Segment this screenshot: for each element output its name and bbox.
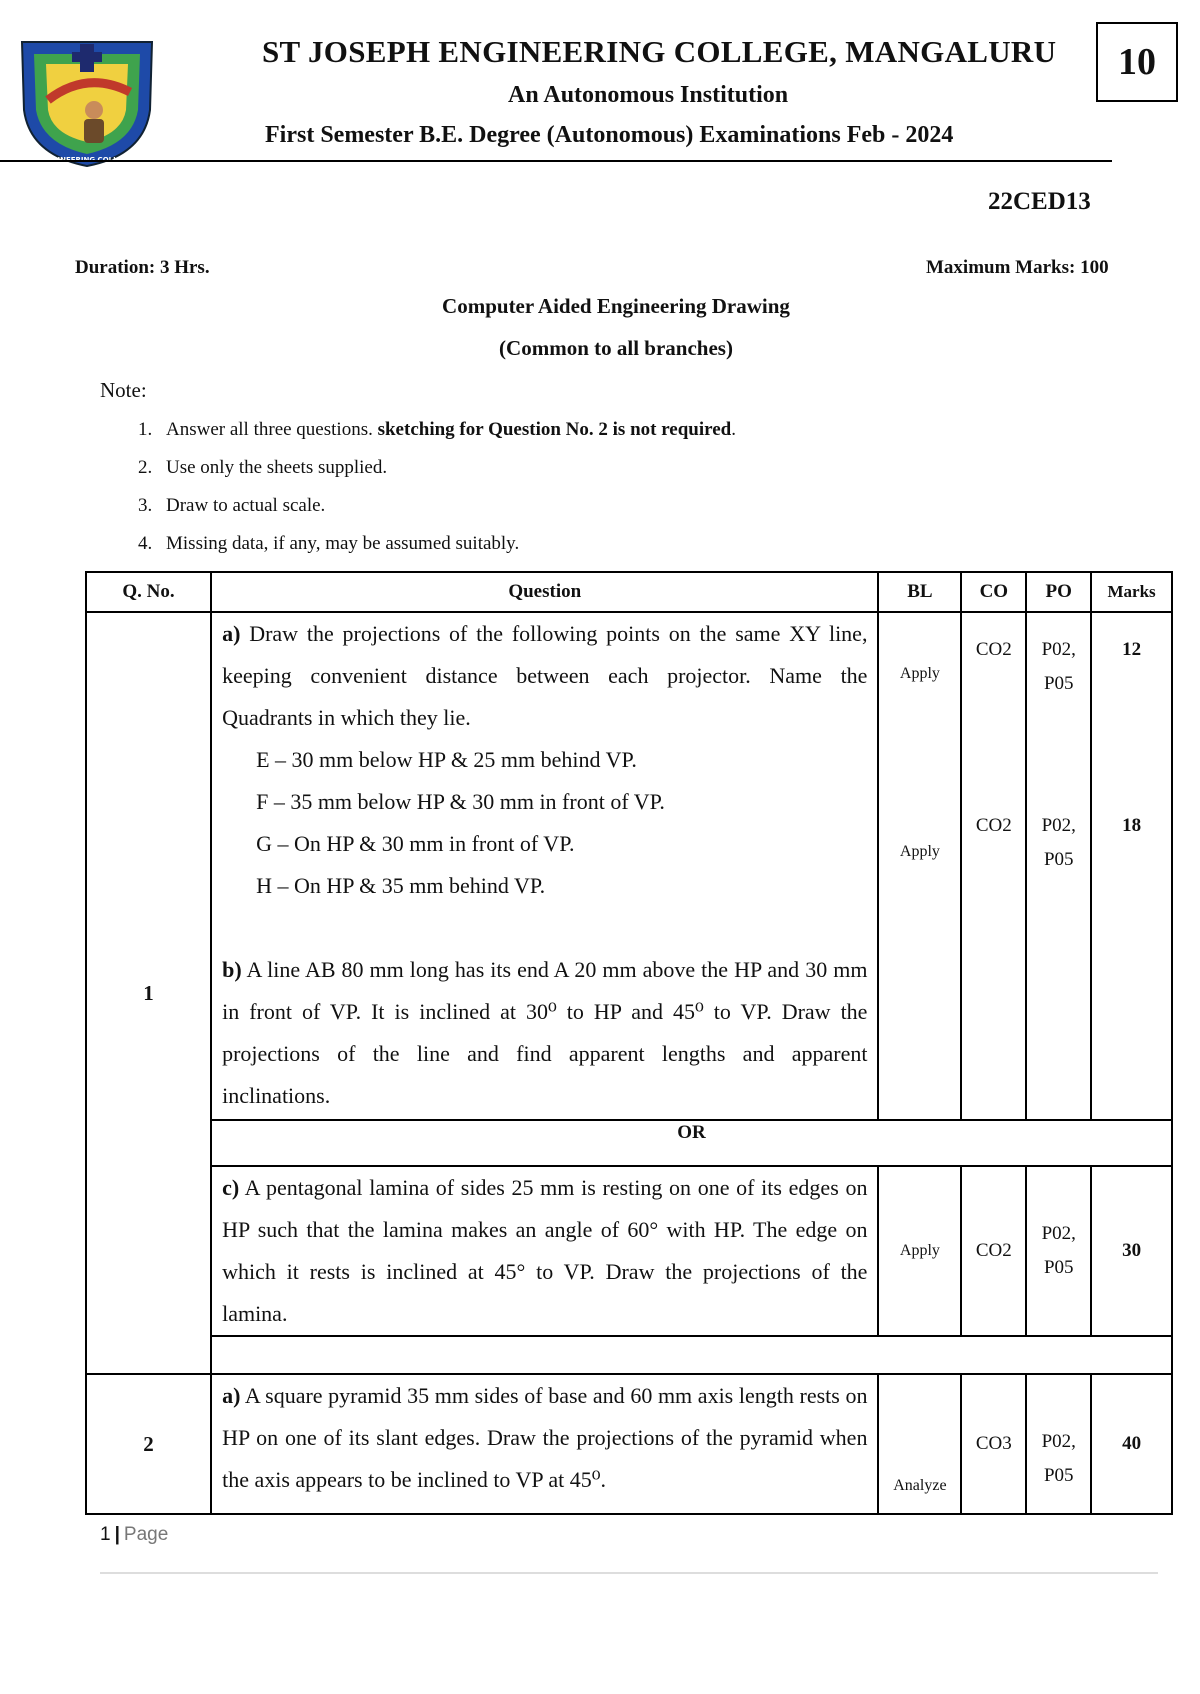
question-2a-text: a) A square pyramid 35 mm sides of base and 60 mm axis length rests on HP on one of its slant edges. Draw the projections of the pyramid when the axis appears to be inclined to VP at 45⁰.: [211, 1374, 878, 1514]
subject-scope: (Common to all branches): [499, 336, 733, 360]
co-cell: [961, 612, 1026, 1120]
exam-title: First Semester B.E. Degree (Autonomous) Examinations Feb - 2024: [265, 122, 954, 148]
institution-status: An Autonomous Institution: [508, 82, 789, 108]
page-number: 1: [100, 1524, 111, 1545]
bloom-level: Apply: [899, 665, 940, 682]
program-outcome: P02,: [1041, 815, 1076, 836]
set-number-box: 10: [1096, 22, 1178, 102]
table-row: [86, 1374, 1172, 1514]
instruction-item: 3. Draw to actual scale.: [138, 495, 326, 516]
or-row: [86, 1120, 1172, 1166]
bl-cell: [878, 612, 961, 1120]
footer-separator: |: [114, 1524, 120, 1545]
point-item: E – 30 mm below HP & 25 mm behind VP.: [256, 747, 637, 772]
program-outcome: P05: [1043, 673, 1074, 694]
college-seal-icon: [12, 30, 162, 170]
course-outcome: CO2: [975, 815, 1012, 836]
instructions-list: [138, 418, 736, 570]
spacer-row: [86, 1336, 1172, 1374]
page-footer: [100, 1524, 168, 1546]
bloom-level: Apply: [899, 843, 940, 860]
program-outcome: P02, P05: [1026, 1166, 1091, 1336]
table-row: [86, 612, 1172, 1120]
program-outcome: P02,: [1041, 639, 1076, 660]
header-co: CO: [961, 572, 1026, 612]
marks-value: 30: [1091, 1166, 1172, 1336]
question-table: [85, 571, 1173, 1515]
question-1ab-text: a) Draw the projections of the following points on the same XY line, keeping convenient distance between each projector. Name the Quadrants in which they lie. E – 30 mm below HP & 25 mm behind VP. F – 35 mm below HP & 30 mm in front of VP. G – On HP & 30 mm in front of VP. H – On HP & 35 mm behind VP. b) A line AB 80 mm long has its end A 20 mm above the HP and 30 mm in front of VP. It is inclined at 30⁰ to HP and 45⁰ to VP. Draw the projections of the line and find apparent lengths and apparent inclinations.: [211, 612, 878, 1120]
subject-title: Computer Aided Engineering Drawing: [442, 294, 790, 318]
marks-value: 12: [1122, 639, 1142, 660]
header-marks: Marks: [1091, 572, 1172, 612]
duration: Duration: 3 Hrs.: [75, 257, 210, 278]
page-label: Page: [123, 1524, 169, 1545]
header-qno: Q. No.: [86, 572, 211, 612]
course-outcome: CO3: [961, 1374, 1026, 1514]
program-outcome: P02, P05: [1026, 1374, 1091, 1514]
header-question: Question: [211, 572, 878, 612]
program-outcome: P05: [1043, 849, 1074, 870]
course-code: 22CED13: [988, 188, 1091, 215]
header-bl: BL: [878, 572, 961, 612]
header-po: PO: [1026, 572, 1091, 612]
instruction-item: 1. Answer all three questions. sketching for Question No. 2 is not required.: [138, 419, 736, 440]
note-label: Note:: [100, 378, 147, 402]
question-1c-text: c) A pentagonal lamina of sides 25 mm is resting on one of its edges on HP such that the lamina makes an angle of 60° with HP. The edge on which it rests is inclined at 45° to VP. Draw the projections of the lamina.: [211, 1166, 878, 1336]
point-item: G – On HP & 30 mm in front of VP.: [256, 831, 575, 856]
header-divider: [0, 160, 1112, 162]
bloom-level: Apply: [878, 1166, 961, 1336]
question-number: 2: [86, 1374, 211, 1514]
question-number: 1: [86, 612, 211, 1374]
instruction-item: 4. Missing data, if any, may be assumed suitably.: [138, 533, 520, 554]
marks-value: 40: [1091, 1374, 1172, 1514]
or-label: OR: [211, 1120, 1172, 1166]
course-outcome: CO2: [961, 1166, 1026, 1336]
po-cell: [1026, 612, 1091, 1120]
table-row: [86, 1166, 1172, 1336]
course-outcome: CO2: [975, 639, 1012, 660]
footer-divider: [100, 1572, 1158, 1574]
marks-value: 18: [1122, 815, 1142, 836]
point-item: H – On HP & 35 mm behind VP.: [256, 873, 546, 898]
table-header-row: [86, 572, 1172, 612]
instruction-item: 2. Use only the sheets supplied.: [138, 457, 388, 478]
point-item: F – 35 mm below HP & 30 mm in front of VP.: [256, 789, 665, 814]
marks-cell: [1091, 612, 1172, 1120]
college-name: ST JOSEPH ENGINEERING COLLEGE, MANGALURU: [262, 34, 1057, 69]
bloom-level: Analyze: [878, 1374, 961, 1514]
maximum-marks: Maximum Marks: 100: [926, 257, 1109, 278]
